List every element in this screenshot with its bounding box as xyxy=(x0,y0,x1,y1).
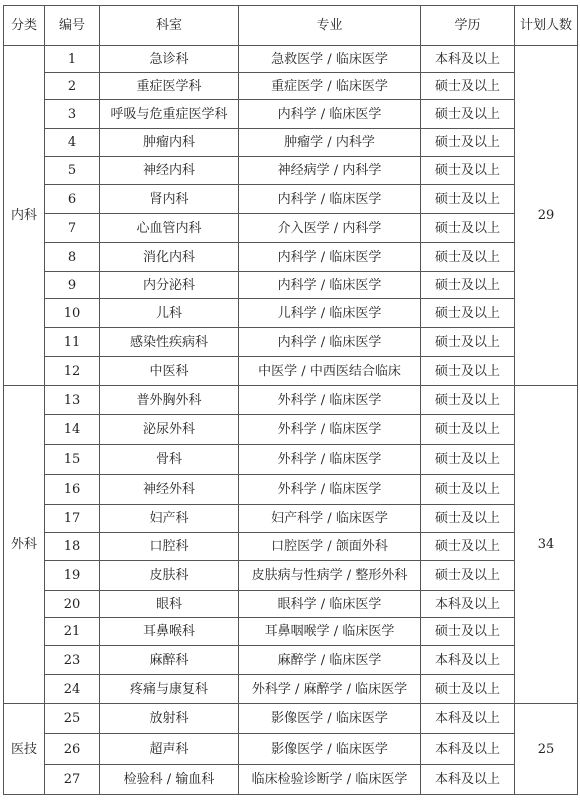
department-cell: 普外胸外科 xyxy=(100,386,239,415)
table-row xyxy=(4,46,578,73)
education-cell: 硕士及以上 xyxy=(421,618,515,646)
major-cell: 皮肤病与性病学 / 整形外科 xyxy=(239,561,421,591)
table-row xyxy=(4,591,578,618)
major-cell: 眼科学 / 临床医学 xyxy=(239,591,421,618)
major-cell: 内科学 / 临床医学 xyxy=(239,185,421,214)
department-cell: 耳鼻喉科 xyxy=(100,618,239,646)
category-cell: 外科 xyxy=(4,386,45,704)
department-cell: 中医科 xyxy=(100,357,239,386)
table-row xyxy=(4,157,578,185)
education-cell: 硕士及以上 xyxy=(421,272,515,299)
department-cell: 神经外科 xyxy=(100,475,239,505)
education-cell: 本科及以上 xyxy=(421,591,515,618)
number-cell: 3 xyxy=(45,100,100,129)
category-cell: 内科 xyxy=(4,46,45,386)
education-cell: 硕士及以上 xyxy=(421,299,515,328)
department-cell: 疼痛与康复科 xyxy=(100,675,239,704)
table-row xyxy=(4,675,578,704)
table-row xyxy=(4,505,578,533)
major-cell: 影像医学 / 临床医学 xyxy=(239,704,421,734)
plan-count-cell: 29 xyxy=(515,46,578,386)
education-cell: 硕士及以上 xyxy=(421,415,515,445)
education-cell: 硕士及以上 xyxy=(421,157,515,185)
table-row xyxy=(4,618,578,646)
table-row xyxy=(4,73,578,100)
education-cell: 硕士及以上 xyxy=(421,129,515,157)
number-cell: 26 xyxy=(45,734,100,765)
major-cell: 外科学 / 临床医学 xyxy=(239,475,421,505)
header-row xyxy=(4,6,578,46)
education-cell: 硕士及以上 xyxy=(421,243,515,272)
department-cell: 放射科 xyxy=(100,704,239,734)
education-cell: 本科及以上 xyxy=(421,704,515,734)
department-cell: 内分泌科 xyxy=(100,272,239,299)
education-cell: 硕士及以上 xyxy=(421,214,515,243)
number-cell: 4 xyxy=(45,129,100,157)
table-row xyxy=(4,129,578,157)
number-cell: 25 xyxy=(45,704,100,734)
number-cell: 15 xyxy=(45,445,100,475)
major-cell: 神经病学 / 内科学 xyxy=(239,157,421,185)
major-cell: 口腔医学 / 颌面外科 xyxy=(239,533,421,561)
number-cell: 1 xyxy=(45,46,100,73)
education-cell: 硕士及以上 xyxy=(421,357,515,386)
department-cell: 心血管内科 xyxy=(100,214,239,243)
education-cell: 本科及以上 xyxy=(421,646,515,675)
education-cell: 本科及以上 xyxy=(421,734,515,765)
header-plan-count: 计划人数 xyxy=(515,6,578,46)
education-cell: 硕士及以上 xyxy=(421,505,515,533)
number-cell: 24 xyxy=(45,675,100,704)
major-cell: 内科学 / 临床医学 xyxy=(239,272,421,299)
education-cell: 本科及以上 xyxy=(421,765,515,795)
department-cell: 麻醉科 xyxy=(100,646,239,675)
number-cell: 20 xyxy=(45,591,100,618)
header-education: 学历 xyxy=(421,6,515,46)
table-row xyxy=(4,328,578,357)
plan-count-cell: 25 xyxy=(515,704,578,795)
major-cell: 内科学 / 临床医学 xyxy=(239,243,421,272)
major-cell: 临床检验诊断学 / 临床医学 xyxy=(239,765,421,795)
plan-count-cell: 34 xyxy=(515,386,578,704)
number-cell: 7 xyxy=(45,214,100,243)
education-cell: 硕士及以上 xyxy=(421,328,515,357)
category-cell: 医技 xyxy=(4,704,45,795)
education-cell: 硕士及以上 xyxy=(421,561,515,591)
education-cell: 硕士及以上 xyxy=(421,386,515,415)
department-cell: 肿瘤内科 xyxy=(100,129,239,157)
table-row xyxy=(4,357,578,386)
table-row xyxy=(4,386,578,415)
major-cell: 内科学 / 临床医学 xyxy=(239,100,421,129)
number-cell: 9 xyxy=(45,272,100,299)
department-cell: 口腔科 xyxy=(100,533,239,561)
number-cell: 16 xyxy=(45,475,100,505)
education-cell: 硕士及以上 xyxy=(421,185,515,214)
major-cell: 外科学 / 麻醉学 / 临床医学 xyxy=(239,675,421,704)
number-cell: 17 xyxy=(45,505,100,533)
number-cell: 18 xyxy=(45,533,100,561)
department-cell: 感染性疾病科 xyxy=(100,328,239,357)
number-cell: 10 xyxy=(45,299,100,328)
table-row xyxy=(4,272,578,299)
major-cell: 外科学 / 临床医学 xyxy=(239,445,421,475)
department-cell: 急诊科 xyxy=(100,46,239,73)
major-cell: 肿瘤学 / 内科学 xyxy=(239,129,421,157)
major-cell: 儿科学 / 临床医学 xyxy=(239,299,421,328)
number-cell: 23 xyxy=(45,646,100,675)
department-cell: 皮肤科 xyxy=(100,561,239,591)
table-row xyxy=(4,299,578,328)
department-cell: 骨科 xyxy=(100,445,239,475)
table-body xyxy=(4,46,578,795)
major-cell: 外科学 / 临床医学 xyxy=(239,415,421,445)
major-cell: 急救医学 / 临床医学 xyxy=(239,46,421,73)
department-cell: 超声科 xyxy=(100,734,239,765)
table-row xyxy=(4,704,578,734)
major-cell: 麻醉学 / 临床医学 xyxy=(239,646,421,675)
number-cell: 8 xyxy=(45,243,100,272)
table-row xyxy=(4,214,578,243)
header-department: 科室 xyxy=(100,6,239,46)
table-row xyxy=(4,100,578,129)
number-cell: 11 xyxy=(45,328,100,357)
education-cell: 硕士及以上 xyxy=(421,475,515,505)
number-cell: 13 xyxy=(45,386,100,415)
department-cell: 重症医学科 xyxy=(100,73,239,100)
table-row xyxy=(4,243,578,272)
education-cell: 本科及以上 xyxy=(421,46,515,73)
major-cell: 中医学 / 中西医结合临床 xyxy=(239,357,421,386)
major-cell: 重症医学 / 临床医学 xyxy=(239,73,421,100)
major-cell: 内科学 / 临床医学 xyxy=(239,328,421,357)
table-row xyxy=(4,765,578,795)
header-number: 编号 xyxy=(45,6,100,46)
department-cell: 妇产科 xyxy=(100,505,239,533)
education-cell: 硕士及以上 xyxy=(421,100,515,129)
department-cell: 神经内科 xyxy=(100,157,239,185)
table-row xyxy=(4,561,578,591)
recruitment-table xyxy=(3,5,578,795)
number-cell: 14 xyxy=(45,415,100,445)
department-cell: 检验科 / 输血科 xyxy=(100,765,239,795)
table-row xyxy=(4,185,578,214)
department-cell: 消化内科 xyxy=(100,243,239,272)
number-cell: 27 xyxy=(45,765,100,795)
table-row xyxy=(4,445,578,475)
department-cell: 呼吸与危重症医学科 xyxy=(100,100,239,129)
department-cell: 儿科 xyxy=(100,299,239,328)
table-header xyxy=(4,6,578,46)
number-cell: 12 xyxy=(45,357,100,386)
education-cell: 硕士及以上 xyxy=(421,533,515,561)
education-cell: 硕士及以上 xyxy=(421,73,515,100)
number-cell: 6 xyxy=(45,185,100,214)
number-cell: 2 xyxy=(45,73,100,100)
table-row xyxy=(4,475,578,505)
number-cell: 5 xyxy=(45,157,100,185)
table-row xyxy=(4,646,578,675)
department-cell: 眼科 xyxy=(100,591,239,618)
education-cell: 硕士及以上 xyxy=(421,445,515,475)
header-major: 专业 xyxy=(239,6,421,46)
major-cell: 外科学 / 临床医学 xyxy=(239,386,421,415)
table-row xyxy=(4,734,578,765)
education-cell: 硕士及以上 xyxy=(421,675,515,704)
department-cell: 肾内科 xyxy=(100,185,239,214)
major-cell: 介入医学 / 内科学 xyxy=(239,214,421,243)
number-cell: 21 xyxy=(45,618,100,646)
department-cell: 泌尿外科 xyxy=(100,415,239,445)
major-cell: 妇产科学 / 临床医学 xyxy=(239,505,421,533)
table-row xyxy=(4,533,578,561)
table-row xyxy=(4,415,578,445)
header-category: 分类 xyxy=(4,6,45,46)
number-cell: 19 xyxy=(45,561,100,591)
major-cell: 耳鼻咽喉学 / 临床医学 xyxy=(239,618,421,646)
major-cell: 影像医学 / 临床医学 xyxy=(239,734,421,765)
